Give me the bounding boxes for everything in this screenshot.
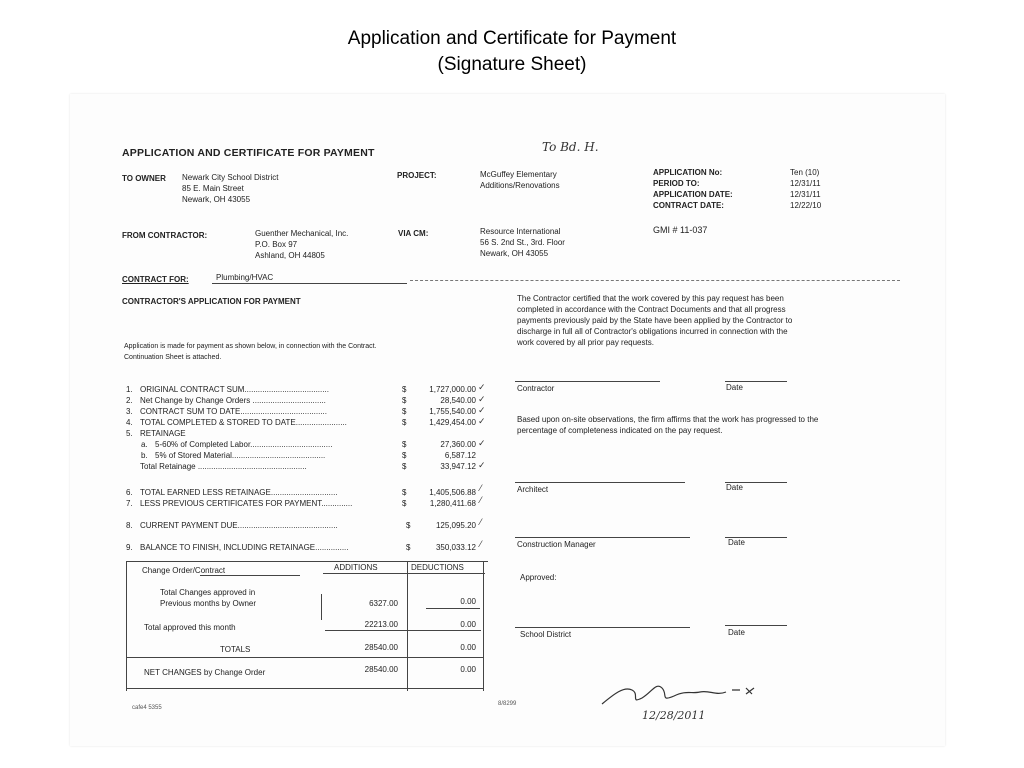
contractor-signature-line bbox=[515, 381, 660, 382]
check-mark: ⁄ bbox=[480, 495, 482, 505]
line-item-amount: 1,727,000.00 bbox=[429, 385, 476, 394]
contractor-line1: Guenther Mechanical, Inc. bbox=[255, 229, 349, 238]
line-item-num: 7. bbox=[126, 499, 133, 508]
contractor-date-line bbox=[725, 381, 787, 382]
line-item-num: b. bbox=[141, 451, 148, 460]
line-item-amount: 1,429,454.00 bbox=[429, 418, 476, 427]
check-mark: ⁄ bbox=[480, 517, 482, 527]
contract-date-label: CONTRACT DATE: bbox=[653, 201, 724, 210]
net-changes-label: NET CHANGES by Change Order bbox=[144, 668, 266, 677]
line-item-num: 1. bbox=[126, 385, 133, 394]
line-item-dollar: $ bbox=[402, 407, 407, 416]
school-district-date-line bbox=[725, 625, 787, 626]
document-heading: APPLICATION AND CERTIFICATE FOR PAYMENT bbox=[122, 147, 375, 159]
contract-date-value: 12/22/10 bbox=[790, 201, 822, 210]
school-district-signature-line bbox=[515, 627, 690, 628]
contractor-line2: P.O. Box 97 bbox=[255, 240, 298, 249]
contract-for-dashed-rule bbox=[410, 280, 900, 281]
application-no-label: APPLICATION No: bbox=[653, 168, 723, 177]
table-header-additions: ADDITIONS bbox=[334, 563, 378, 572]
check-mark: ✓ bbox=[478, 394, 486, 404]
via-cm-label: VIA CM: bbox=[398, 229, 429, 238]
value-underline bbox=[325, 630, 481, 631]
row-deductions-value: 0.00 bbox=[460, 620, 476, 629]
check-mark: ✓ bbox=[478, 416, 486, 426]
construction-manager-label: Construction Manager bbox=[517, 540, 596, 549]
table-column-divider bbox=[407, 561, 408, 691]
line-item-num: 8. bbox=[126, 521, 133, 530]
project-line1: McGuffey Elementary bbox=[480, 170, 557, 179]
line-item-dollar: $ bbox=[402, 440, 407, 449]
contract-for-label: CONTRACT FOR: bbox=[122, 275, 189, 284]
row-deductions-value: 0.00 bbox=[460, 597, 476, 606]
line-item-num: 6. bbox=[126, 488, 133, 497]
line-item-label: Net Change by Change Orders ................................. bbox=[140, 396, 326, 405]
line-item-amount: 27,360.00 bbox=[440, 440, 476, 449]
contractor-line3: Ashland, OH 44805 bbox=[255, 251, 325, 260]
owner-line1: Newark City School District bbox=[182, 173, 279, 182]
line-item-amount: 1,755,540.00 bbox=[429, 407, 476, 416]
certification-line5: work covered by all prior pay requests. bbox=[517, 338, 654, 347]
architect-signature-line bbox=[515, 482, 685, 483]
totals-deductions-value: 0.00 bbox=[460, 643, 476, 652]
line-item-amount: 6,587.12 bbox=[444, 451, 476, 460]
line-item-dollar: $ bbox=[402, 499, 407, 508]
table-top-border bbox=[126, 561, 488, 562]
period-to-label: PERIOD TO: bbox=[653, 179, 700, 188]
header-underline bbox=[200, 575, 300, 576]
line-item-label: 5% of Stored Material.......................................... bbox=[155, 451, 326, 460]
application-no-value: Ten (10) bbox=[790, 168, 820, 177]
contract-for-value: Plumbing/HVAC bbox=[216, 273, 274, 282]
to-owner-label: TO OWNER bbox=[122, 174, 166, 183]
value-underline bbox=[426, 608, 480, 609]
application-date-value: 12/31/11 bbox=[790, 190, 821, 199]
handwritten-signature bbox=[600, 676, 760, 708]
application-heading: CONTRACTOR'S APPLICATION FOR PAYMENT bbox=[122, 297, 301, 306]
line-item-label: CONTRACT SUM TO DATE....................................... bbox=[140, 407, 327, 416]
date-label: Date bbox=[728, 628, 745, 637]
line-item-label: LESS PREVIOUS CERTIFICATES FOR PAYMENT.............. bbox=[140, 499, 353, 508]
from-contractor-label: FROM CONTRACTOR: bbox=[122, 231, 208, 240]
via-cm-line1: Resource International bbox=[480, 227, 561, 236]
check-mark: ⁄ bbox=[480, 483, 482, 493]
gmi-number: GMI # 11-037 bbox=[653, 225, 708, 235]
line-item-label: CURRENT PAYMENT DUE............................................. bbox=[140, 521, 338, 530]
via-cm-line3: Newark, OH 43055 bbox=[480, 249, 549, 258]
check-mark: ✓ bbox=[478, 438, 486, 448]
via-cm-line2: 56 S. 2nd St., 3rd. Floor bbox=[480, 238, 565, 247]
line-item-dollar: $ bbox=[402, 451, 407, 460]
line-item-amount: 1,405,506.88 bbox=[429, 488, 476, 497]
line-item-label: TOTAL COMPLETED & STORED TO DATE....................... bbox=[140, 418, 347, 427]
line-item-dollar: $ bbox=[402, 396, 407, 405]
line-item-amount: 28,540.00 bbox=[440, 396, 476, 405]
application-note-line1: Application is made for payment as shown below, in connection with the Contract. bbox=[124, 343, 377, 350]
handwritten-note: To Bd. H. bbox=[542, 140, 599, 154]
construction-manager-signature-line bbox=[515, 537, 690, 538]
line-item-label: RETAINAGE bbox=[140, 429, 186, 438]
footer-code: cafe4 5355 bbox=[132, 705, 162, 711]
check-mark: ⁄ bbox=[480, 539, 482, 549]
check-mark: ✓ bbox=[478, 405, 486, 415]
period-to-value: 12/31/11 bbox=[790, 179, 821, 188]
line-item-dollar: $ bbox=[402, 385, 407, 394]
based-upon-line2: percentage of completeness indicated on the pay request. bbox=[517, 426, 723, 435]
table-left-border bbox=[126, 561, 127, 691]
approved-label: Approved: bbox=[520, 573, 557, 582]
slide-title-line2: (Signature Sheet) bbox=[437, 54, 587, 75]
application-date-label: APPLICATION DATE: bbox=[653, 190, 733, 199]
contractor-label: Contractor bbox=[517, 384, 555, 393]
line-item-label: BALANCE TO FINISH, INCLUDING RETAINAGE............... bbox=[140, 543, 349, 552]
check-mark: ✓ bbox=[478, 460, 486, 470]
row-label: Total Changes approved in bbox=[160, 588, 256, 597]
certification-line3: payments previously paid by the State have been applied by the Contractor to bbox=[517, 316, 793, 325]
table-right-border bbox=[483, 561, 484, 691]
header-underline bbox=[323, 573, 485, 574]
footer-fax-mark: 8/8299 bbox=[498, 701, 517, 707]
scanned-document bbox=[70, 94, 945, 746]
table-bottom-border bbox=[126, 688, 484, 689]
table-row-border bbox=[126, 657, 484, 658]
line-item-num: 4. bbox=[126, 418, 133, 427]
certification-line2: completed in accordance with the Contract Documents and that all progress bbox=[517, 305, 786, 314]
line-item-amount: 350,033.12 bbox=[435, 543, 476, 552]
line-item-dollar: $ bbox=[402, 462, 407, 471]
line-item-label: ORIGINAL CONTRACT SUM...................................... bbox=[140, 385, 329, 394]
project-line2: Additions/Renovations bbox=[480, 181, 560, 190]
line-item-num: a. bbox=[141, 440, 148, 449]
row-label: Previous months by Owner bbox=[160, 599, 257, 608]
line-item-num: 9. bbox=[126, 543, 133, 552]
net-additions-value: 28540.00 bbox=[364, 665, 398, 674]
row-additions-value: 6327.00 bbox=[369, 599, 398, 608]
table-header-deductions: DEDUCTIONS bbox=[411, 563, 464, 572]
owner-line3: Newark, OH 43055 bbox=[182, 195, 251, 204]
based-upon-line1: Based upon on-site observations, the firm affirms that the work has progressed to the bbox=[517, 415, 819, 424]
owner-line2: 85 E. Main Street bbox=[182, 184, 244, 193]
contract-for-underline bbox=[212, 283, 407, 284]
line-item-num: 5. bbox=[126, 429, 133, 438]
date-label: Date bbox=[726, 383, 743, 392]
line-item-label: TOTAL EARNED LESS RETAINAGE.............................. bbox=[140, 488, 338, 497]
line-item-label: 5-60% of Completed Labor..................................... bbox=[155, 440, 333, 449]
certification-line1: The Contractor certified that the work covered by this pay request has been bbox=[517, 294, 784, 303]
slide-title-line1: Application and Certificate for Payment bbox=[347, 28, 677, 49]
line-item-dollar: $ bbox=[402, 418, 407, 427]
table-header-change-order: Change Order/Contract bbox=[142, 566, 226, 575]
check-mark: ✓ bbox=[478, 382, 486, 392]
school-district-label: School District bbox=[520, 630, 572, 639]
totals-additions-value: 28540.00 bbox=[364, 643, 398, 652]
date-label: Date bbox=[726, 483, 743, 492]
line-item-dollar: $ bbox=[402, 488, 407, 497]
handwritten-signature-date: 12/28/2011 bbox=[642, 709, 706, 722]
net-deductions-value: 0.00 bbox=[460, 665, 476, 674]
line-item-num: 3. bbox=[126, 407, 133, 416]
line-item-amount: 125,095.20 bbox=[435, 521, 476, 530]
date-label: Date bbox=[728, 538, 745, 547]
line-item-dollar: $ bbox=[406, 543, 411, 552]
totals-label: TOTALS bbox=[220, 645, 251, 654]
line-item-label: Total Retainage ................................................. bbox=[140, 462, 307, 471]
line-item-amount: 1,280,411.68 bbox=[429, 499, 476, 508]
line-item-dollar: $ bbox=[406, 521, 411, 530]
certification-line4: discharge in full all of Contractor's obligations incurred in connection with the bbox=[517, 327, 788, 336]
row-additions-value: 22213.00 bbox=[364, 620, 398, 629]
table-column-divider bbox=[321, 594, 322, 620]
application-note-line2: Continuation Sheet is attached. bbox=[124, 354, 222, 361]
row-label: Total approved this month bbox=[144, 623, 236, 632]
line-item-num: 2. bbox=[126, 396, 133, 405]
project-label: PROJECT: bbox=[397, 171, 437, 180]
line-item-amount: 33,947.12 bbox=[440, 462, 476, 471]
architect-label: Architect bbox=[517, 485, 549, 494]
slide-title bbox=[0, 26, 1024, 78]
